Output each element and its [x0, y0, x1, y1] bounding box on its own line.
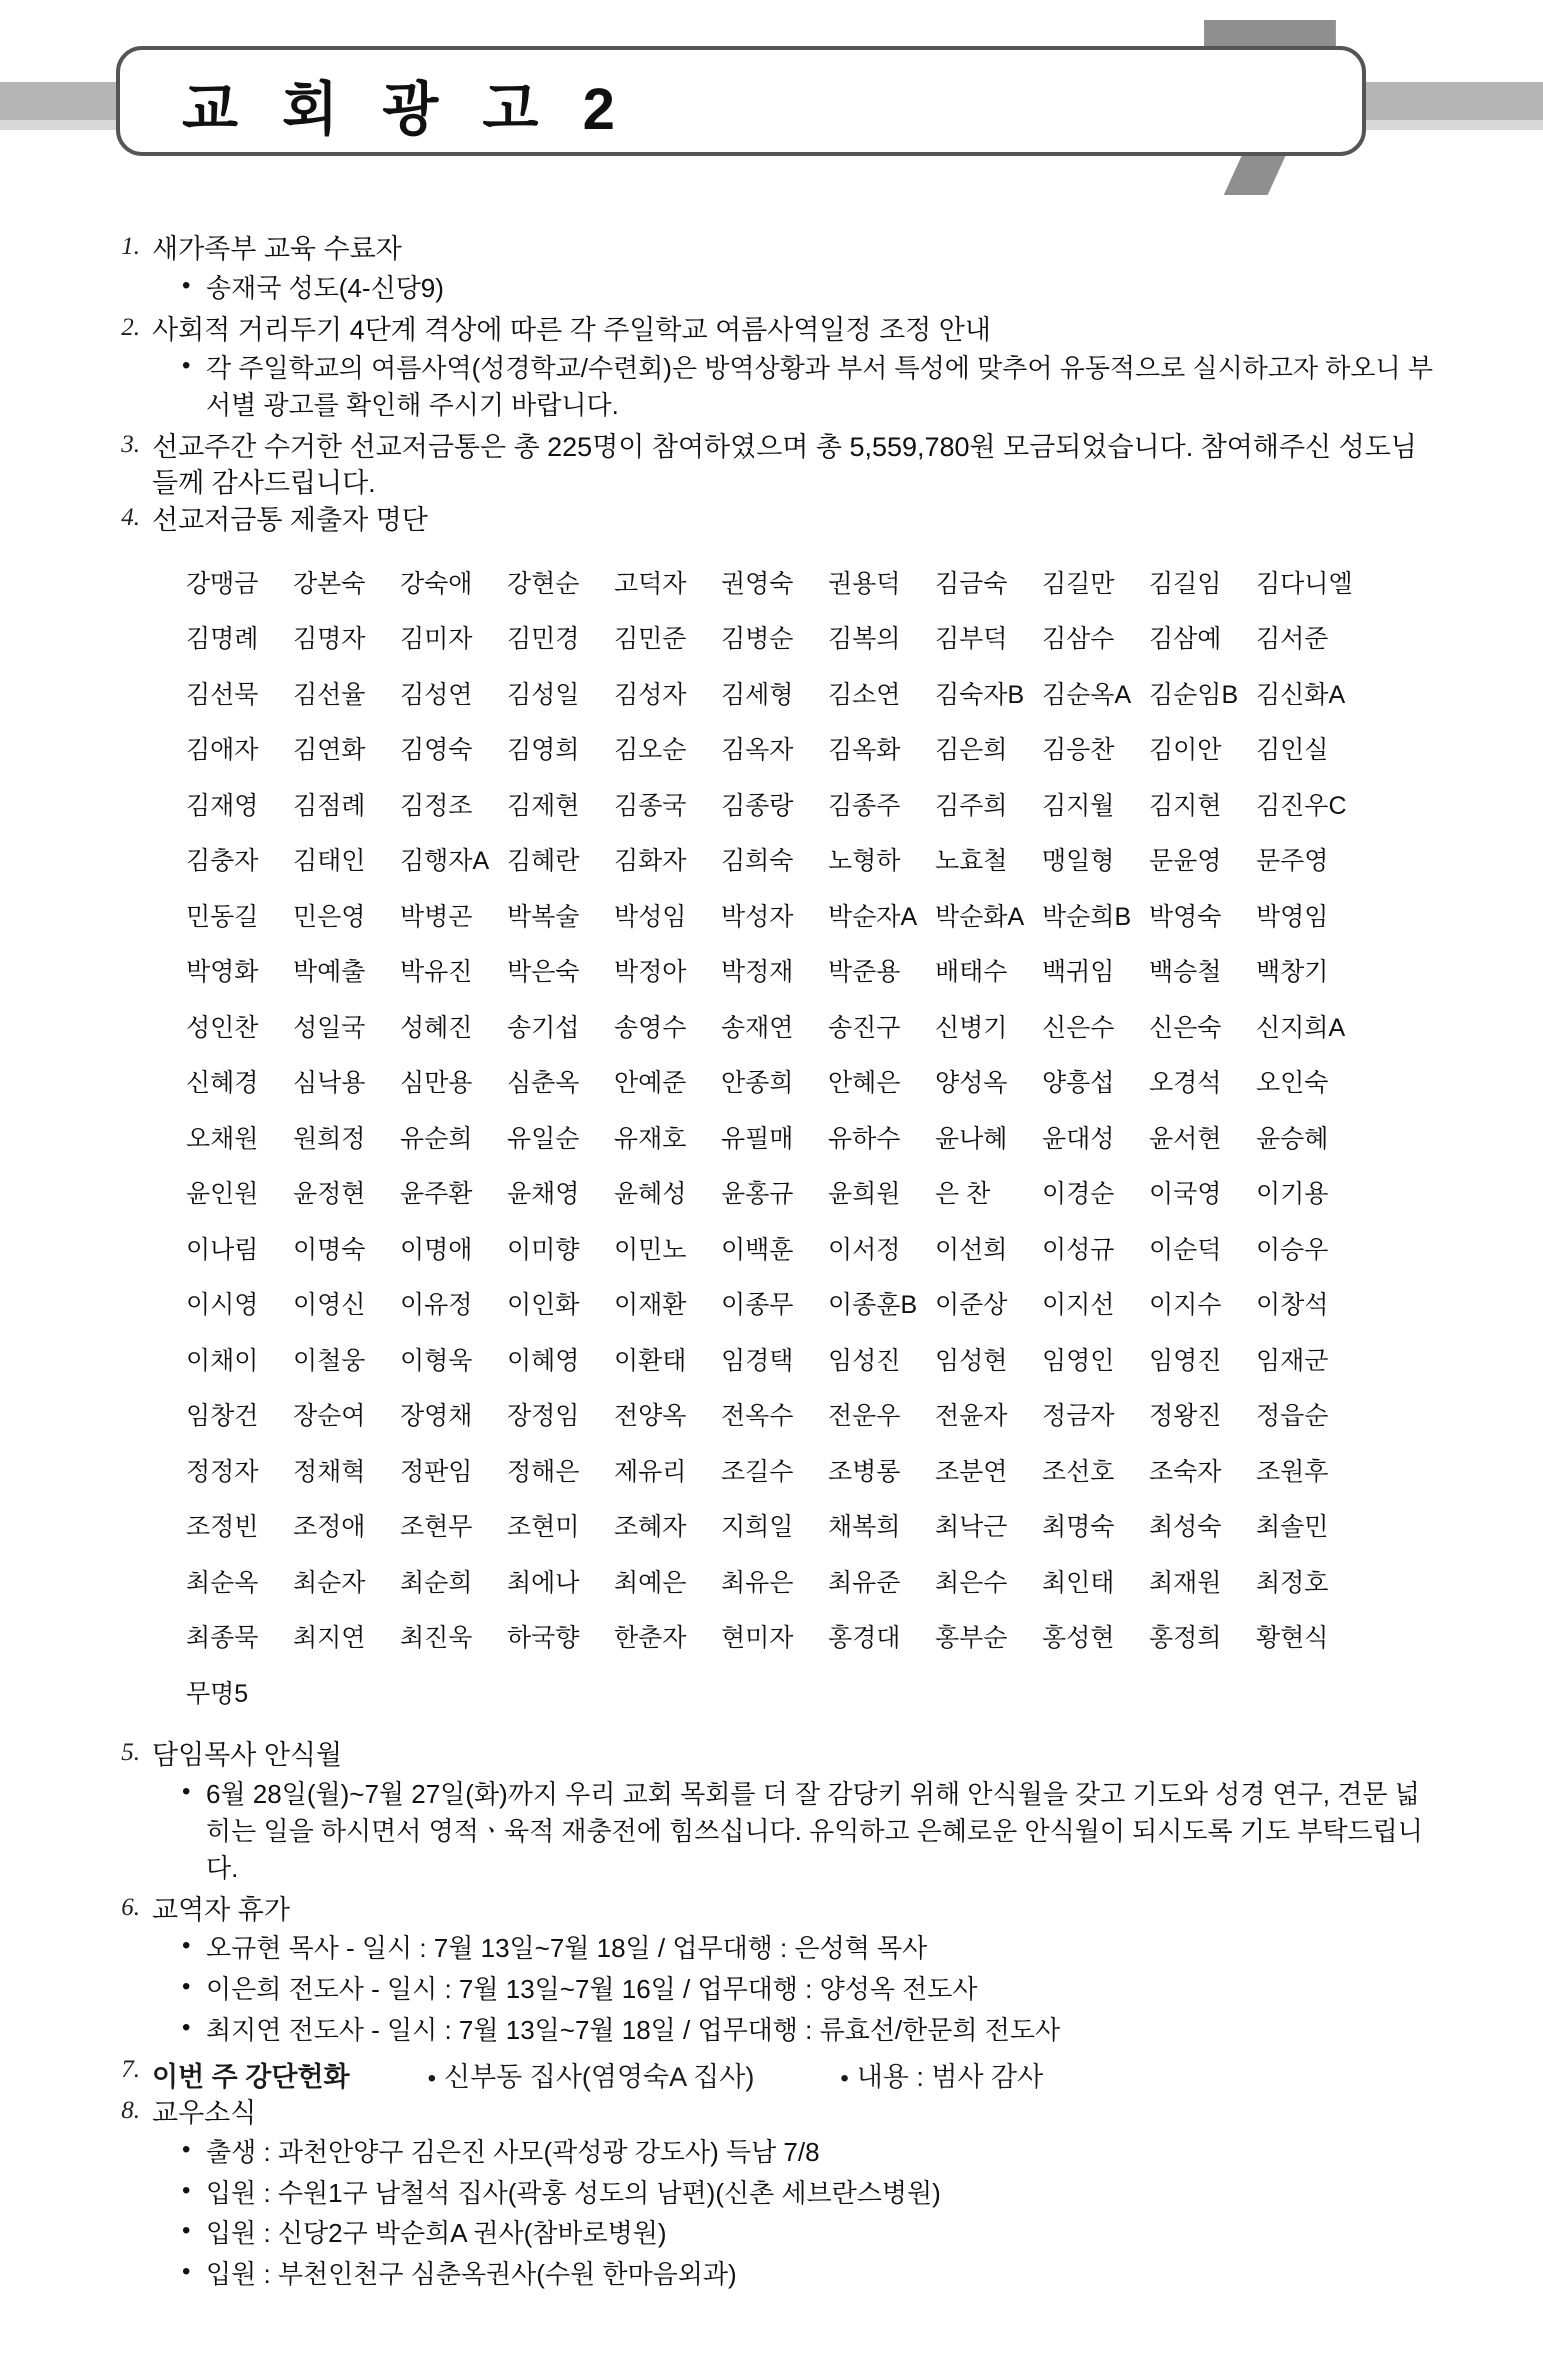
donor-name: 박정재	[721, 958, 794, 987]
donor-name: 최순옥	[186, 1568, 259, 1597]
donor-name: 김세형	[721, 680, 794, 709]
donor-name: 김영희	[507, 736, 580, 765]
donor-name: 이순덕	[1149, 1235, 1222, 1264]
donor-name: 김재영	[186, 791, 259, 820]
donor-name: 이형욱	[400, 1346, 473, 1375]
sub-item: • 이은희 전도사 - 일시 : 7월 13일~7월 16일 / 업무대행 : 양성옥 전도사	[180, 1971, 1434, 2008]
donor-name: 김오순	[614, 736, 687, 765]
donor-name: 황현식	[1256, 1624, 1329, 1653]
donor-name: 김영숙	[400, 736, 473, 765]
donor-name: 임영인	[1042, 1346, 1115, 1375]
donor-name: 전운우	[828, 1402, 901, 1431]
page-title: 교 회 광 고 2	[182, 77, 629, 142]
list-item	[104, 430, 1434, 501]
donor-name: 최순자	[293, 1568, 366, 1597]
donor-name: 이영신	[293, 1291, 366, 1320]
donor-name: 이혜영	[507, 1346, 580, 1375]
donor-name: 이지수	[1149, 1291, 1222, 1320]
donor-name: 백창기	[1256, 958, 1329, 987]
donor-name: 이준상	[935, 1291, 1008, 1320]
donor-name: 김명자	[293, 625, 366, 654]
donor-name: 김은희	[935, 736, 1008, 765]
donor-name: 윤정현	[293, 1180, 366, 1209]
item-number: 3.	[121, 430, 140, 458]
donor-name: 김행자A	[400, 847, 490, 876]
flower-offering-content: • 내용 : 범사 감사	[840, 2055, 1043, 2094]
donor-name: 정정자	[186, 1457, 259, 1486]
sub-list	[152, 270, 1434, 307]
donor-name: 김다니엘	[1256, 569, 1353, 598]
donor-name: 김종국	[614, 791, 687, 820]
donor-name: 김부덕	[935, 625, 1008, 654]
donor-name: 이나림	[186, 1235, 259, 1264]
donor-name: 심춘옥	[507, 1069, 580, 1098]
sub-item: • 6월 28일(월)~7월 27일(화)까지 우리 교회 목회를 더 잘 감당키 위해 안식월을 갖고 기도와 성경 연구, 견문 넓히는 일을 하시면서 영적ㆍ육적 재충전에 힘쓰십니다. 유익하고 은혜로운 안식월이 되시도록 기도 부탁드립니다.	[180, 1776, 1434, 1887]
donor-name: 김선율	[293, 680, 366, 709]
donor-name: 이환태	[614, 1346, 687, 1375]
donor-name: 장순여	[293, 1402, 366, 1431]
donor-name: 이기용	[1256, 1180, 1329, 1209]
donor-name: 김혜란	[507, 847, 580, 876]
donor-name: 김선묵	[186, 680, 259, 709]
sub-list	[152, 1776, 1434, 1887]
list-item	[104, 2096, 1434, 2293]
donor-name: 정채혁	[293, 1457, 366, 1486]
donor-name: 김진우C	[1256, 791, 1347, 820]
donor-name: 성인찬	[186, 1013, 259, 1042]
donor-name: 채복희	[828, 1513, 901, 1542]
donor-name: 박예출	[293, 958, 366, 987]
donor-name: 김주희	[935, 791, 1008, 820]
donor-name: 이창석	[1256, 1291, 1329, 1320]
donor-name: 김연화	[293, 736, 366, 765]
donor-name: 조원후	[1256, 1457, 1329, 1486]
donor-name: 박성임	[614, 902, 687, 931]
item-number: 6.	[121, 1893, 140, 1921]
donor-name: 장영채	[400, 1402, 473, 1431]
donor-name: 강본숙	[293, 569, 366, 598]
donor-name: 김정조	[400, 791, 473, 820]
donor-name: 이종훈B	[828, 1291, 918, 1320]
donor-name: 신지희A	[1256, 1013, 1346, 1042]
donor-name: 조현미	[507, 1513, 580, 1542]
donor-name: 김종주	[828, 791, 901, 820]
donor-name: 홍경대	[828, 1624, 901, 1653]
donor-name: 김서준	[1256, 625, 1329, 654]
sub-item: • 송재국 성도(4-신당9)	[180, 270, 1434, 307]
donor-name: 노효철	[935, 847, 1008, 876]
donor-name: 송진구	[828, 1013, 901, 1042]
donor-name: 최에나	[507, 1568, 580, 1597]
list-item	[104, 1893, 1434, 2049]
donor-name: 김점례	[293, 791, 366, 820]
item-number: 8.	[121, 2097, 140, 2125]
sub-list	[152, 1930, 1434, 2049]
sub-list	[152, 2134, 1434, 2294]
donor-name: 지희일	[721, 1513, 794, 1542]
donor-name: 이인화	[507, 1291, 580, 1320]
donor-name: 조현무	[400, 1513, 473, 1542]
donor-name: 이채이	[186, 1346, 259, 1375]
donor-name: 박은숙	[507, 958, 580, 987]
item-title: 선교저금통 제출자 명단	[152, 505, 428, 536]
donor-name: 윤나혜	[935, 1124, 1008, 1153]
donor-name: 이서정	[828, 1235, 901, 1264]
donor-name: 신혜경	[186, 1069, 259, 1098]
donor-name: 전양옥	[614, 1402, 687, 1431]
donor-name: 이명애	[400, 1235, 473, 1264]
donor-name: 백귀임	[1042, 958, 1115, 987]
donor-name: 김충자	[186, 847, 259, 876]
donor-name: 김지월	[1042, 791, 1115, 820]
donor-name: 김응찬	[1042, 736, 1115, 765]
donor-name: 이경순	[1042, 1180, 1115, 1209]
donor-name: 박순희B	[1042, 902, 1132, 931]
donor-name: 박준용	[828, 958, 901, 987]
item-title: 교우소식	[152, 2098, 257, 2129]
list-item	[104, 232, 1434, 307]
donor-name: 유재호	[614, 1124, 687, 1153]
donor-name: 유필매	[721, 1124, 794, 1153]
donor-name: 고덕자	[614, 569, 687, 598]
donor-name: 맹일형	[1042, 847, 1115, 876]
donor-name: 정읍순	[1256, 1402, 1329, 1431]
donor-name: 최낙근	[935, 1513, 1008, 1542]
donor-name: 김길임	[1149, 569, 1222, 598]
donor-name: 최유은	[721, 1568, 794, 1597]
donor-name: 임영진	[1149, 1346, 1222, 1375]
donor-name: 임창건	[186, 1402, 259, 1431]
donor-name: 이백훈	[721, 1235, 794, 1264]
sub-item: • 입원 : 부천인천구 심춘옥권사(수원 한마음외과)	[180, 2256, 1434, 2293]
sub-item: • 입원 : 신당2구 박순희A 권사(참바로병원)	[180, 2215, 1434, 2252]
donor-name: 홍성현	[1042, 1624, 1115, 1653]
donor-name: 최예은	[614, 1568, 687, 1597]
donor-name: 윤서현	[1149, 1124, 1222, 1153]
donor-name: 김성일	[507, 680, 580, 709]
donor-name: 최인태	[1042, 1568, 1115, 1597]
donor-name: 김이안	[1149, 736, 1222, 765]
donor-name: 최종묵	[186, 1624, 259, 1653]
donor-name: 김순옥A	[1042, 680, 1132, 709]
item-number: 1.	[121, 233, 140, 260]
donor-name: 김옥자	[721, 736, 794, 765]
donor-name: 이유정	[400, 1291, 473, 1320]
donor-name: 이시영	[186, 1291, 259, 1320]
donor-name: 현미자	[721, 1624, 794, 1653]
donor-name: 최명숙	[1042, 1513, 1115, 1542]
donor-name: 박유진	[400, 958, 473, 987]
donor-name: 조분연	[935, 1457, 1008, 1486]
donor-name: 한춘자	[614, 1624, 687, 1653]
donor-name: 이지선	[1042, 1291, 1115, 1320]
donor-name: 임성현	[935, 1346, 1008, 1375]
donor-name: 신은수	[1042, 1013, 1115, 1042]
announcement-body	[104, 232, 1434, 2299]
donor-name: 권영숙	[721, 569, 794, 598]
donor-name: 민동길	[186, 902, 259, 931]
donor-name: 유순희	[400, 1124, 473, 1153]
donor-name: 최은수	[935, 1568, 1008, 1597]
item-number: 7.	[121, 2056, 140, 2084]
donor-name: 정금자	[1042, 1402, 1115, 1431]
donor-name: 이성규	[1042, 1235, 1115, 1264]
donor-name: 김성연	[400, 680, 473, 709]
donor-name: 윤채영	[507, 1180, 580, 1209]
donor-name: 성혜진	[400, 1013, 473, 1042]
donor-name: 최지연	[293, 1624, 366, 1653]
donor-name: 최재원	[1149, 1568, 1222, 1597]
item-title: 사회적 거리두기 4단계 격상에 따른 각 주일학교 여름사역일정 조정 안내	[152, 314, 991, 345]
donor-name: 김민준	[614, 625, 687, 654]
item-title: 새가족부 교육 수료자	[152, 234, 402, 264]
donor-name: 이승우	[1256, 1235, 1329, 1264]
donor-name: 임성진	[828, 1346, 901, 1375]
donor-name: 임경택	[721, 1346, 794, 1375]
donor-name: 송재연	[721, 1013, 794, 1042]
donor-name: 노형하	[828, 847, 901, 876]
donor-name: 최유준	[828, 1568, 901, 1597]
donor-name: 김지현	[1149, 791, 1222, 820]
sub-item: • 각 주일학교의 여름사역(성경학교/수련회)은 방역상황과 부서 특성에 맞추어 유동적으로 실시하고자 하오니 부서별 광고를 확인해 주시기 바랍니다.	[180, 350, 1434, 424]
donor-name: 김종랑	[721, 791, 794, 820]
donor-name: 윤홍규	[721, 1180, 794, 1209]
donor-name: 무명5	[186, 1679, 249, 1708]
donor-name: 김제현	[507, 791, 580, 820]
sub-item: • 출생 : 과천안양구 김은진 사모(곽성광 강도사) 득남 7/8	[180, 2134, 1434, 2171]
announcement-list	[104, 232, 1434, 2293]
donor-name: 윤혜성	[614, 1180, 687, 1209]
donor-name: 오경석	[1149, 1069, 1222, 1098]
donor-name: 김복의	[828, 625, 901, 654]
donor-name: 하국향	[507, 1624, 580, 1653]
donor-name: 안종희	[721, 1069, 794, 1098]
donor-name: 조길수	[721, 1457, 794, 1486]
donor-name: 백승철	[1149, 958, 1222, 987]
donor-name: 문주영	[1256, 847, 1329, 876]
donor-name: 김소연	[828, 680, 901, 709]
donor-name: 김애자	[186, 736, 259, 765]
donor-name: 김성자	[614, 680, 687, 709]
donor-name: 김길만	[1042, 569, 1115, 598]
page-header	[0, 0, 1543, 210]
donor-name: 박영임	[1256, 902, 1329, 931]
donor-name: 양흥섭	[1042, 1069, 1115, 1098]
donor-name: 강맹금	[186, 569, 259, 598]
item-title: 담임목사 안식월	[152, 1740, 343, 1771]
item-title: 교역자 휴가	[152, 1894, 290, 1925]
donor-name: 윤인원	[186, 1180, 259, 1209]
donor-name: 조선호	[1042, 1457, 1115, 1486]
donor-name: 심낙용	[293, 1069, 366, 1098]
donor-name: 박정아	[614, 958, 687, 987]
donor-name: 신은숙	[1149, 1013, 1222, 1042]
donor-name: 오인숙	[1256, 1069, 1329, 1098]
sub-item: • 오규현 목사 - 일시 : 7월 13일~7월 18일 / 업무대행 : 은성혁 목사	[180, 1930, 1434, 1967]
donor-name: 박순화A	[935, 902, 1025, 931]
donor-name: 이종무	[721, 1291, 794, 1320]
donor-name: 윤희원	[828, 1180, 901, 1209]
list-item	[104, 1738, 1434, 1886]
donor-name: 김옥화	[828, 736, 901, 765]
donor-name: 조정애	[293, 1513, 366, 1542]
donor-name: 강숙애	[400, 569, 473, 598]
sub-item: • 최지연 전도사 - 일시 : 7월 13일~7월 18일 / 업무대행 : 류효선/한문희 전도사	[180, 2012, 1434, 2049]
donor-name: 양성옥	[935, 1069, 1008, 1098]
list-item	[104, 313, 1434, 424]
donor-name: 김삼수	[1042, 625, 1115, 654]
donor-name: 민은영	[293, 902, 366, 931]
donor-name: 이미향	[507, 1235, 580, 1264]
donor-name: 이선희	[935, 1235, 1008, 1264]
donor-name: 정왕진	[1149, 1402, 1222, 1431]
donor-name: 박영숙	[1149, 902, 1222, 931]
donor-name: 이국영	[1149, 1180, 1222, 1209]
donor-name: 박성자	[721, 902, 794, 931]
donor-name: 은 찬	[935, 1180, 991, 1209]
sub-item: • 입원 : 수원1구 남철석 집사(곽홍 성도의 남편)(신촌 세브란스병원)	[180, 2175, 1434, 2212]
donor-name: 김인실	[1256, 736, 1329, 765]
donor-name: 김금숙	[935, 569, 1008, 598]
donor-name: 김미자	[400, 625, 473, 654]
donor-name: 장정임	[507, 1402, 580, 1431]
donor-name: 윤대성	[1042, 1124, 1115, 1153]
donor-name: 최정호	[1256, 1568, 1329, 1597]
donor-name: 강현순	[507, 569, 580, 598]
donor-name: 김숙자B	[935, 680, 1025, 709]
flower-offering-row	[152, 2055, 1434, 2094]
donor-name: 심만용	[400, 1069, 473, 1098]
item-title: 선교주간 수거한 선교저금통은 총 225명이 참여하였으며 총 5,559,780원 모금되었습니다. 참여해주신 성도님들께 감사드립니다.	[152, 431, 1417, 498]
donor-name: 배태수	[935, 958, 1008, 987]
donor-name: 조혜자	[614, 1513, 687, 1542]
donor-name: 안혜은	[828, 1069, 901, 1098]
donor-name: 박순자A	[828, 902, 918, 931]
donor-name: 최순희	[400, 1568, 473, 1597]
donor-name: 김민경	[507, 625, 580, 654]
donor-name: 김명례	[186, 625, 259, 654]
donor-name: 이재환	[614, 1291, 687, 1320]
donor-name: 최솔민	[1256, 1513, 1329, 1542]
donor-name: 김병순	[721, 625, 794, 654]
donor-name: 이명숙	[293, 1235, 366, 1264]
flower-offering-label: 이번 주 강단헌화	[152, 2062, 350, 2093]
donor-name: 오채원	[186, 1124, 259, 1153]
donor-name: 정판임	[400, 1457, 473, 1486]
donor-name: 윤주환	[400, 1180, 473, 1209]
donor-name: 송영수	[614, 1013, 687, 1042]
donor-name: 전옥수	[721, 1402, 794, 1431]
donor-name: 이철웅	[293, 1346, 366, 1375]
item-number: 5.	[121, 1739, 140, 1767]
donor-name: 김삼예	[1149, 625, 1222, 654]
item-number: 4.	[121, 504, 140, 532]
item-number: 2.	[121, 313, 140, 341]
donor-name: 조정빈	[186, 1513, 259, 1542]
donor-name: 홍부순	[935, 1624, 1008, 1653]
donor-name: 박영화	[186, 958, 259, 987]
donor-name: 임재군	[1256, 1346, 1329, 1375]
donor-name: 김희숙	[721, 847, 794, 876]
sub-list	[152, 350, 1434, 424]
donor-name: 김순임B	[1149, 680, 1239, 709]
donor-name: 조병롱	[828, 1457, 901, 1486]
donor-name: 조숙자	[1149, 1457, 1222, 1486]
donor-name: 원희정	[293, 1124, 366, 1153]
donor-name: 최성숙	[1149, 1513, 1222, 1542]
donor-name: 정해은	[507, 1457, 580, 1486]
list-item	[104, 503, 1434, 1722]
donor-name: 문윤영	[1149, 847, 1222, 876]
donor-name: 권용덕	[828, 569, 901, 598]
flower-offering-donor: • 신부동 집사(염영숙A 집사)	[428, 2055, 755, 2094]
donor-name: 이민노	[614, 1235, 687, 1264]
donor-name: 성일국	[293, 1013, 366, 1042]
donor-name: 신병기	[935, 1013, 1008, 1042]
donor-name: 안예준	[614, 1069, 687, 1098]
donor-name-grid	[186, 557, 1456, 1723]
donor-name: 유하수	[828, 1124, 901, 1153]
donor-name: 박복술	[507, 902, 580, 931]
donor-name: 송기섭	[507, 1013, 580, 1042]
donor-name: 전윤자	[935, 1402, 1008, 1431]
donor-name: 홍정희	[1149, 1624, 1222, 1653]
list-item	[104, 2055, 1434, 2094]
donor-name: 윤승혜	[1256, 1124, 1329, 1153]
donor-name: 최진욱	[400, 1624, 473, 1653]
donor-name: 제유리	[614, 1457, 687, 1486]
donor-name: 박병곤	[400, 902, 473, 931]
donor-name: 유일순	[507, 1124, 580, 1153]
donor-name: 김태인	[293, 847, 366, 876]
donor-name: 김신화A	[1256, 680, 1346, 709]
donor-name: 김화자	[614, 847, 687, 876]
